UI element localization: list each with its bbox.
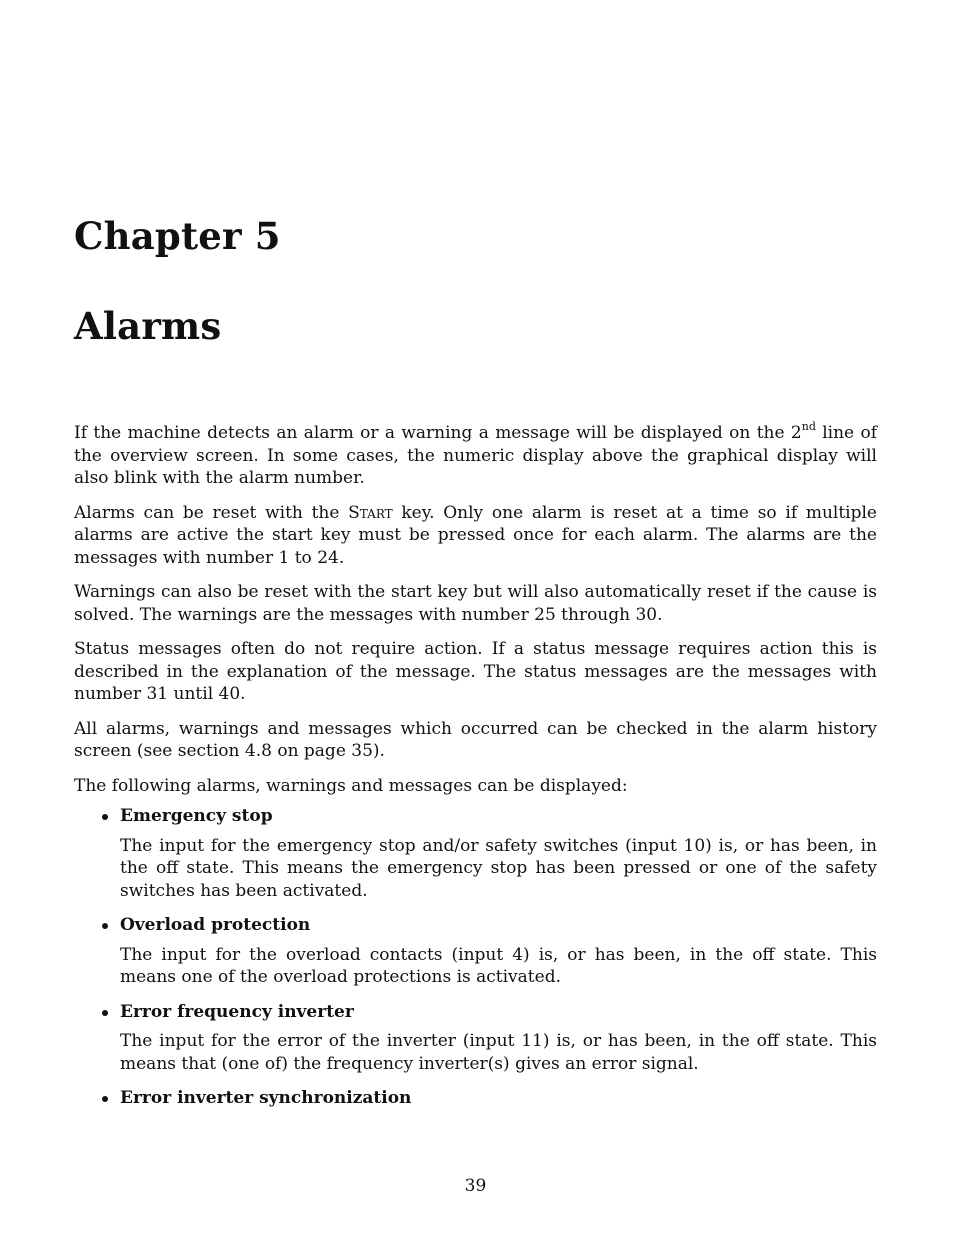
paragraph-alarm-reset-text-start: Alarms can be reset with the xyxy=(74,502,349,523)
paragraph-list-intro: The following alarms, warnings and messages can be displayed: xyxy=(74,775,628,796)
alarm-title: Error frequency inverter xyxy=(120,1001,354,1022)
alarm-description: The input for the overload contacts (input 4) is, or has been, in the off state. This means one of the overload protections is activated. xyxy=(120,944,877,987)
paragraph-warnings: Warnings can also be reset with the start key but will also automatically reset if the cause is solved. The warnings are the messages with number 25 through 30. xyxy=(74,582,877,625)
list-item xyxy=(74,1087,877,1110)
paragraph-alarm-reset-text-end: key. Only one alarm is reset at a time so if multiple alarms are active the start key must be pressed once for each alarm. The alarms are the messages with number 1 to 24. xyxy=(74,502,877,568)
bullet-icon xyxy=(102,814,108,820)
chapter-title: Alarms xyxy=(74,304,222,348)
bullet-icon xyxy=(102,1010,108,1016)
paragraph-alarm-display xyxy=(74,422,877,490)
bullet-icon xyxy=(102,1096,108,1102)
alarm-title: Error inverter synchronization xyxy=(120,1088,412,1108)
body-text xyxy=(74,422,877,809)
document-page xyxy=(74,0,877,1235)
alarm-title: Emergency stop xyxy=(120,806,273,826)
paragraph-alarm-reset xyxy=(74,502,877,570)
start-key-name: Start xyxy=(348,502,393,523)
list-item xyxy=(74,805,877,902)
alarm-title: Overload protection xyxy=(120,915,311,935)
alarm-description: The input for the error of the inverter (input 11) is, or has been, in the off state. This means that (one of) the frequency inverter(s) gives an error signal. xyxy=(120,1031,877,1074)
paragraph-status-messages: Status messages often do not require action. If a status message requires action this is described in the explanation of the message. The status messages are the messages with number 31 until 40. xyxy=(74,639,877,704)
bullet-icon xyxy=(102,923,108,929)
paragraph-alarm-display-text-end: line of the overview screen. In some cases, the numeric display above the graphical display will also blink with the alarm number. xyxy=(74,423,877,488)
chapter-label: Chapter 5 xyxy=(74,214,281,258)
paragraph-alarm-display-text-start: If the machine detects an alarm or a warning a message will be displayed on the 2 xyxy=(74,423,802,443)
alarm-description: The input for the emergency stop and/or safety switches (input 10) is, or has been, in the off state. This means the emergency stop has been pressed or one of the safety switches has been activated. xyxy=(120,835,877,901)
ordinal-superscript: nd xyxy=(801,420,816,434)
list-item xyxy=(74,1001,877,1076)
paragraph-alarm-history: All alarms, warnings and messages which occurred can be checked in the alarm history screen (see section 4.8 on page 35). xyxy=(74,718,877,761)
list-item xyxy=(74,914,877,989)
alarm-list xyxy=(74,805,877,1122)
page-number: 39 xyxy=(464,1176,487,1196)
